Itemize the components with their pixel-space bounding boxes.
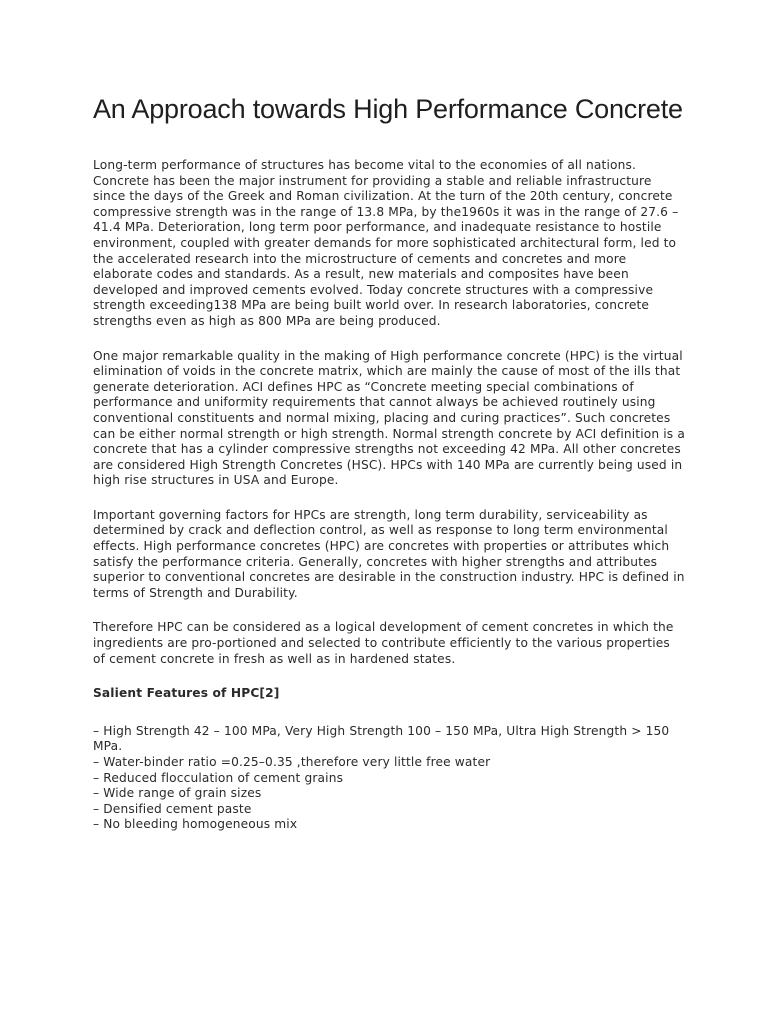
feature-item: – Water-binder ratio =0.25–0.35 ,therefore very little free water xyxy=(93,755,491,769)
feature-item: – High Strength 42 – 100 MPa, Very High Strength 100 – 150 MPa, Ultra High Strength > 150 MPa. xyxy=(93,723,670,754)
paragraph-logical-development: Therefore HPC can be considered as a logical development of cement concretes in which the ingredients are pro-portioned and selected to contribute efficiently to the various properties of cement concrete in fresh as well as in hardened states. xyxy=(93,620,674,666)
document-page xyxy=(93,92,685,833)
paragraph-hpc-definition: One major remarkable quality in the making of High performance concrete (HPC) is the virtual elimination of voids in the concrete matrix, which are mainly the cause of most of the ills that generate deterioration. ACI defines HPC as “Concrete meeting special combinations of performance and uniformity requirements that cannot always be achieved routinely using conventional constituents and normal mixing, placing and curing practices”. Such concretes can be either normal strength or high strength. Normal strength concrete by ACI definition is a concrete that has a cylinder compressive strengths not exceeding 42 MPa. All other concretes are considered High Strength Concretes (HSC). HPCs with 140 MPa are currently being used in high rise structures in USA and Europe. xyxy=(93,348,685,488)
features-heading: Salient Features of HPC[2] xyxy=(93,686,280,701)
paragraph-intro: Long-term performance of structures has become vital to the economies of all nations. Concrete has been the major instrument for providing a stable and reliable infrastructure since the days of the Greek and Roman civilization. At the turn of the 20th century, concrete compressive strength was in the range of 13.8 MPa, by the1960s it was in the range of 27.6 – 41.4 MPa. Deterioration, long term poor performance, and inadequate resistance to hostile environment, coupled with greater demands for more sophisticated architectural form, led to the accelerated research into the microstructure of cements and concretes and more elaborate codes and standards. As a result, new materials and composites have been developed and improved cements evolved. Today concrete structures with a compressive strength exceeding138 MPa are being built world over. In research laboratories, concrete strengths even as high as 800 MPa are being produced. xyxy=(93,158,679,328)
document-title: An Approach towards High Performance Concrete xyxy=(93,94,683,124)
feature-item: – No bleeding homogeneous mix xyxy=(93,817,298,832)
features-list xyxy=(93,724,685,833)
paragraph-governing-factors: Important governing factors for HPCs are strength, long term durability, serviceability as determined by crack and deflection control, as well as response to long term environmental effects. High performance concretes (HPC) are concretes with properties or attributes which satisfy the performance criteria. Generally, concretes with higher strengths and attributes superior to conventional concretes are desirable in the construction industry. HPC is defined in terms of Strength and Durability. xyxy=(93,507,685,600)
feature-item: – Wide range of grain sizes xyxy=(93,786,262,801)
feature-item: – Reduced flocculation of cement grains xyxy=(93,770,344,785)
feature-item: – Densified cement paste xyxy=(93,801,252,816)
